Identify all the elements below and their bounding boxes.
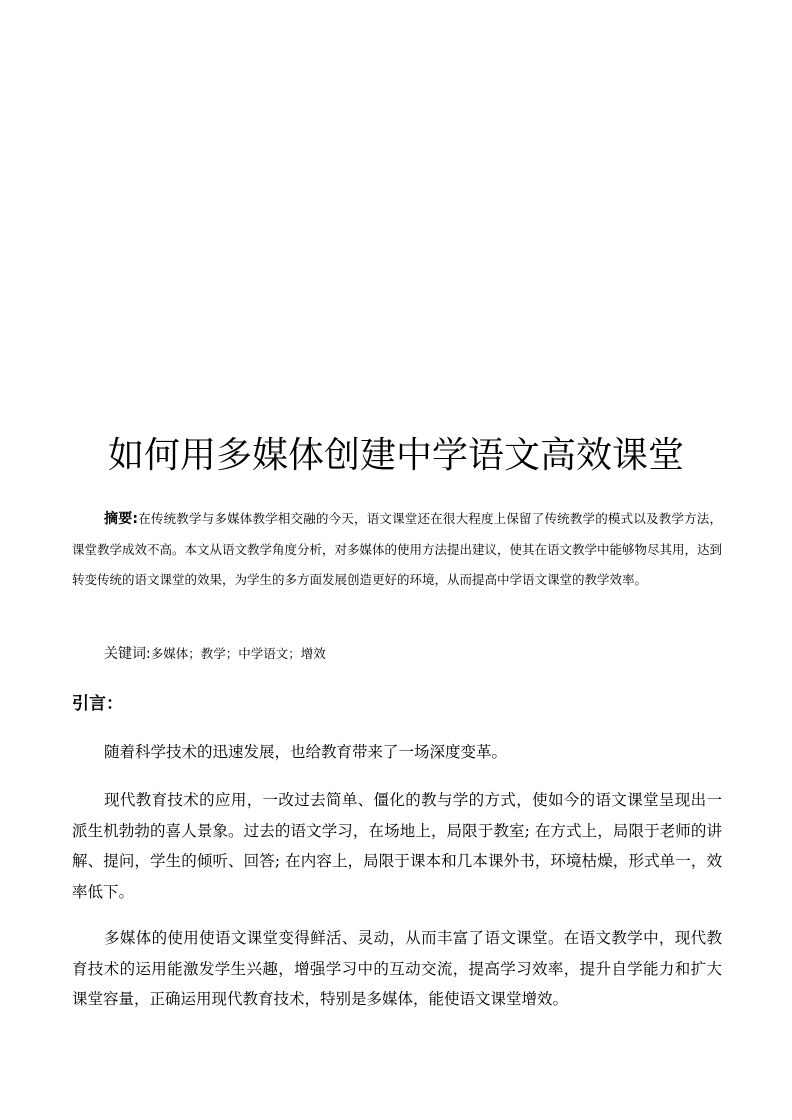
document-title: 如何用多媒体创建中学语文高效课堂 (107, 435, 684, 476)
abstract-label: 摘要: (104, 511, 138, 527)
body-paragraph-2: 现代教育技术的应用，一改过去简单、僵化的教与学的方式，使如今的语文课堂呈现出一派生机勃勃的喜人景象。过去的语文学习，在场地上，局限于教室; 在方式上，局限于老师的讲解、提问，学生的倾听、回答; 在内容上，局限于课本和几本课外书，环境枯燥，形式单一，效率低下。 (72, 791, 722, 901)
body-paragraph-3: 多媒体的使用使语文课堂变得鲜活、灵动，从而丰富了语文课堂。在语文教学中，现代教育技术的运用能激发学生兴趣，增强学习中的互动交流，提高学习效率，提升自学能力和扩大课堂容量，正确运用现代教育技术，特别是多媒体，能使语文课堂增效。 (72, 929, 722, 1008)
intro-heading: 引言： (72, 694, 123, 714)
abstract (72, 504, 722, 596)
keywords-label: 关键词: (104, 646, 151, 662)
body-paragraph-1: 随着科学技术的迅速发展，也给教育带来了一场深度变革。 (104, 743, 508, 761)
abstract-text: 在传统教学与多媒体教学相交融的今天，语文课堂还在很大程度上保留了传统教学的模式以及教学方法，课堂教学成效不高。本文从语文教学角度分析，对多媒体的使用方法提出建议，使其在语文教学中能够物尽其用，达到转变传统的语文课堂的效果，为学生的多方面发展创造更好的环境，从而提高中学语文课堂的教学效率。 (72, 511, 723, 587)
keywords (72, 640, 722, 668)
keywords-text: 多媒体；教学；中学语文；增效 (150, 646, 326, 661)
